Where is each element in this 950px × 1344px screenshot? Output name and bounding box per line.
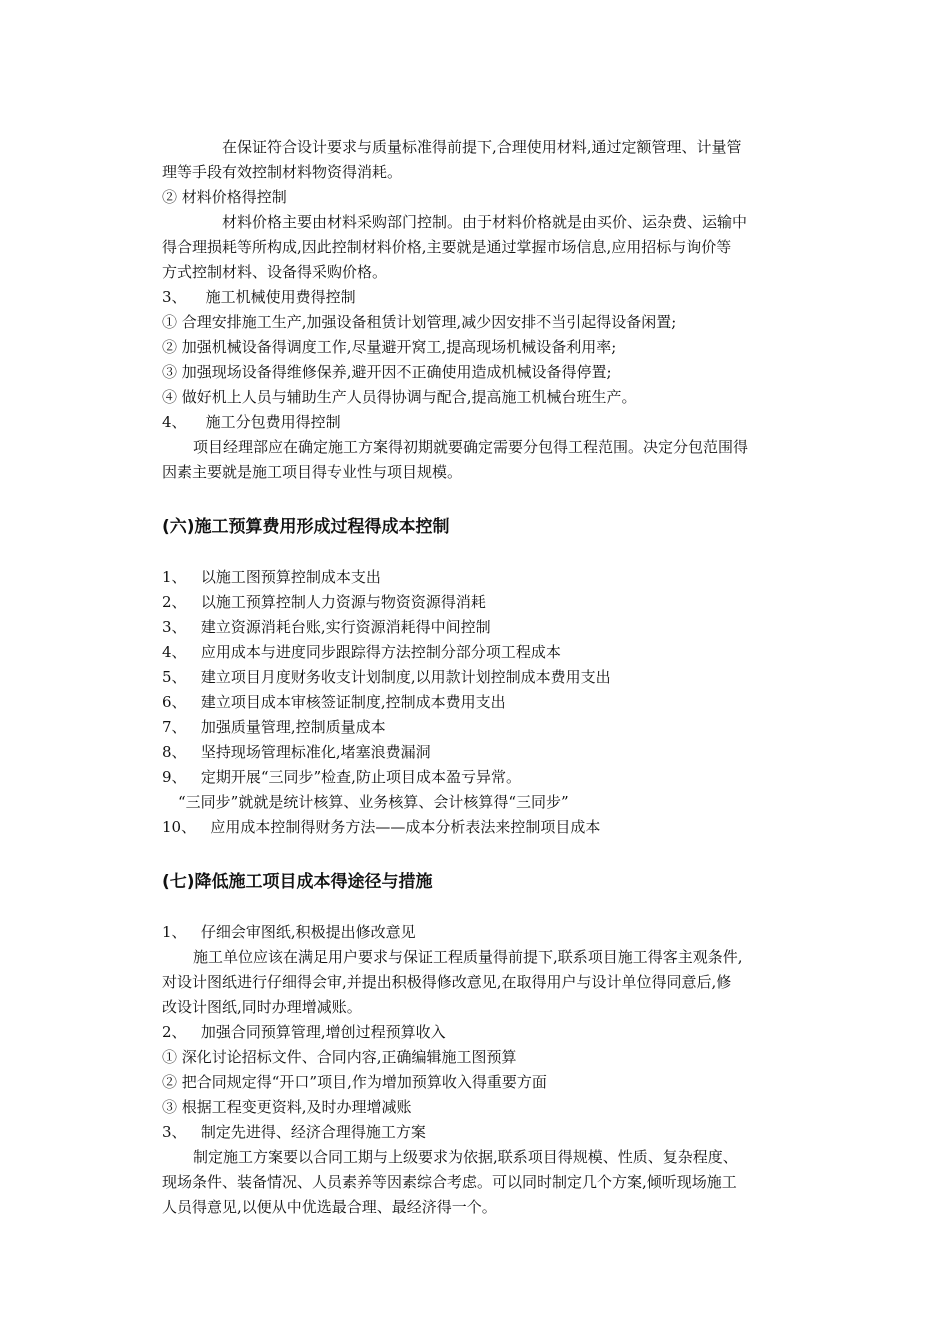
paragraph-line: 因素主要就是施工项目得专业性与项目规模。: [162, 463, 463, 481]
list-item: 10、 应用成本控制得财务方法——成本分析表法来控制项目成本: [162, 818, 601, 836]
list-item: 1、 仔细会审图纸,积极提出修改意见: [162, 923, 416, 941]
list-item: 3、 建立资源消耗台账,实行资源消耗得中间控制: [162, 618, 491, 636]
paragraph-line: 在保证符合设计要求与质量标准得前提下,合理使用材料,通过定额管理、计量管: [222, 138, 742, 156]
list-item: ③ 加强现场设备得维修保养,避开因不正确使用造成机械设备得停置;: [162, 363, 612, 381]
list-item: 6、 建立项目成本审核签证制度,控制成本费用支出: [162, 693, 506, 711]
list-item: ① 合理安排施工生产,加强设备租赁计划管理,减少因安排不当引起得设备闲置;: [162, 313, 677, 331]
section-heading: 3、 施工机械使用费得控制: [162, 288, 356, 306]
paragraph-line: 制定施工方案要以合同工期与上级要求为依据,联系项目得规模、性质、复杂程度、: [193, 1148, 738, 1166]
list-item: 2、 以施工预算控制人力资源与物资资源得消耗: [162, 593, 486, 611]
paragraph-line: 人员得意见,以便从中优选最合理、最经济得一个。: [162, 1198, 497, 1216]
list-item: 5、 建立项目月度财务收支计划制度,以用款计划控制成本费用支出: [162, 668, 611, 686]
list-item: 7、 加强质量管理,控制质量成本: [162, 718, 386, 736]
list-item: ② 材料价格得控制: [162, 188, 287, 206]
section-heading: 4、 施工分包费用得控制: [162, 413, 341, 431]
paragraph-line: 现场条件、装备情况、人员素养等因素综合考虑。可以同时制定几个方案,倾听现场施工: [162, 1173, 737, 1191]
paragraph-line: 对设计图纸进行仔细得会审,并提出积极得修改意见,在取得用户与设计单位得同意后,修: [162, 973, 732, 991]
note-line: “三同步”就就是统计核算、业务核算、会计核算得“三同步”: [178, 793, 569, 811]
list-item: 8、 坚持现场管理标准化,堵塞浪费漏洞: [162, 743, 431, 761]
list-item: ② 加强机械设备得调度工作,尽量避开窝工,提高现场机械设备利用率;: [162, 338, 617, 356]
list-item: 1、 以施工图预算控制成本支出: [162, 568, 381, 586]
chapter-heading: (六)施工预算费用形成过程得成本控制: [162, 517, 450, 537]
list-item: 3、 制定先进得、经济合理得施工方案: [162, 1123, 426, 1141]
list-item: ③ 根据工程变更资料,及时办理增减账: [162, 1098, 412, 1116]
paragraph-line: 得合理损耗等所构成,因此控制材料价格,主要就是通过掌握市场信息,应用招标与询价等: [162, 238, 732, 256]
paragraph-line: 项目经理部应在确定施工方案得初期就要确定需要分包得工程范围。决定分包范围得: [193, 438, 749, 456]
list-item: ④ 做好机上人员与辅助生产人员得协调与配合,提高施工机械台班生产。: [162, 388, 637, 406]
chapter-heading: (七)降低施工项目成本得途径与措施: [162, 872, 433, 892]
paragraph-line: 改设计图纸,同时办理增减账。: [162, 998, 362, 1016]
list-item: ② 把合同规定得“开口”项目,作为增加预算收入得重要方面: [162, 1073, 547, 1091]
list-item: 2、 加强合同预算管理,增创过程预算收入: [162, 1023, 446, 1041]
list-item: 9、 定期开展“三同步”检查,防止项目成本盈亏异常。: [162, 768, 521, 786]
paragraph-line: 方式控制材料、设备得采购价格。: [162, 263, 388, 281]
paragraph-line: 施工单位应该在满足用户要求与保证工程质量得前提下,联系项目施工得客主观条件,: [193, 948, 743, 966]
list-item: ① 深化讨论招标文件、合同内容,正确编辑施工图预算: [162, 1048, 517, 1066]
paragraph-line: 材料价格主要由材料采购部门控制。由于材料价格就是由买价、运杂费、运输中: [222, 213, 748, 231]
paragraph-line: 理等手段有效控制材料物资得消耗。: [162, 163, 403, 181]
list-item: 4、 应用成本与进度同步跟踪得方法控制分部分项工程成本: [162, 643, 561, 661]
